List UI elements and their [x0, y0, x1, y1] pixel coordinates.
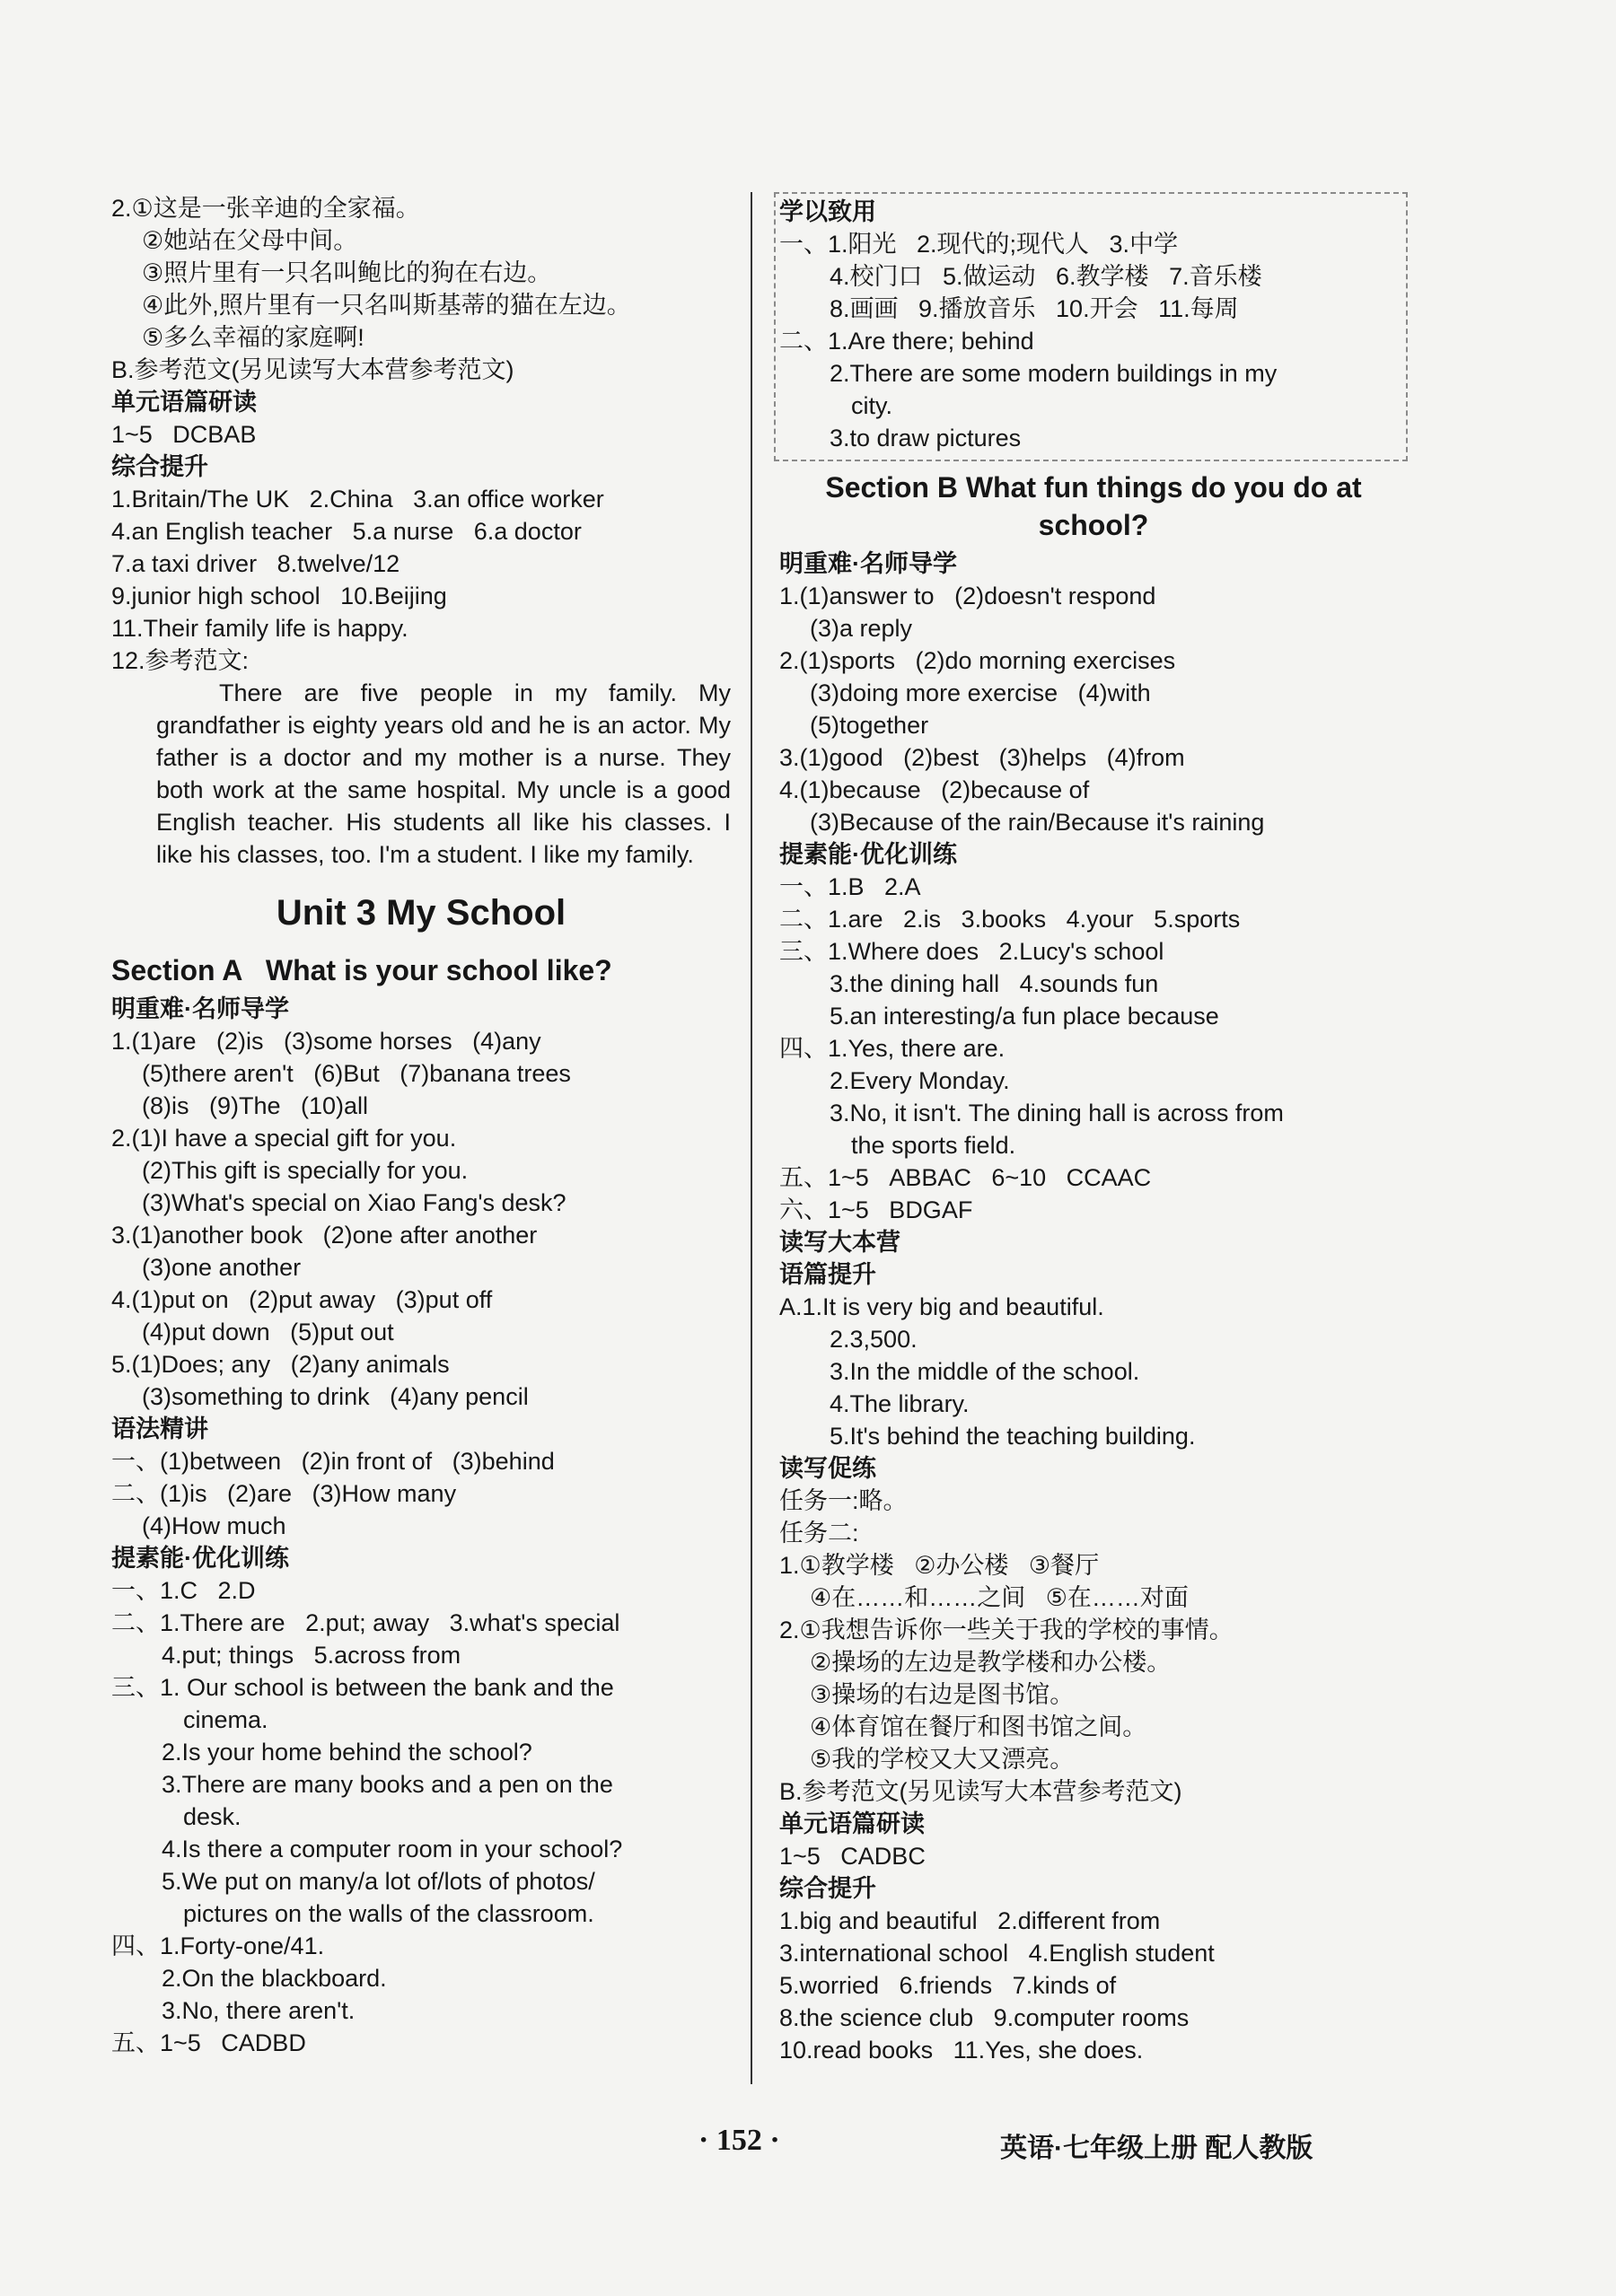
answer-line: ④在……和……之间 ⑤在……对面	[810, 1584, 1189, 1611]
answer-line: (3)Because of the rain/Because it's raining	[810, 809, 1265, 836]
answer-line: 5.(1)Does; any (2)any animals	[111, 1351, 450, 1378]
answer-line: 四、1.Yes, there are.	[779, 1035, 1006, 1062]
answer-line: 五、1~5 CADBD	[111, 2029, 306, 2056]
answer-line: 六、1~5 BDGAF	[779, 1196, 973, 1223]
section-heading: 读写促练	[779, 1455, 876, 1482]
answer-line: (5)together	[810, 712, 929, 739]
answer-line: ⑤我的学校又大又漂亮。	[810, 1746, 1075, 1773]
answer-line: 4.an English teacher 5.a nurse 6.a doctor	[111, 518, 582, 545]
section-heading: 读写大本营	[779, 1229, 900, 1256]
answer-line: 3.(1)good (2)best (3)helps (4)from	[779, 744, 1185, 771]
section-b-answers	[779, 548, 1408, 2066]
answer-line: 1.(1)are (2)is (3)some horses (4)any	[111, 1028, 541, 1055]
answer-line: 三、1. Our school is between the bank and the	[111, 1674, 614, 1701]
answer-line: (4)put down (5)put out	[142, 1319, 394, 1345]
answer-line: 1.big and beautiful 2.different from	[779, 1907, 1161, 1934]
answer-line: 2.(1)I have a special gift for you.	[111, 1125, 457, 1152]
answer-line: city.	[851, 392, 892, 419]
answer-line: 1.(1)answer to (2)doesn't respond	[779, 583, 1156, 609]
answer-line: 4.(1)because (2)because of	[779, 776, 1090, 803]
answer-line: 三、1.Where does 2.Lucy's school	[779, 938, 1164, 965]
answer-line: 3.international school 4.English student	[779, 1940, 1215, 1967]
section-heading: 提素能·优化训练	[779, 841, 957, 868]
answer-line: (3)a reply	[810, 615, 913, 642]
answer-line: 2.①这是一张辛迪的全家福。	[111, 195, 420, 222]
section-heading: 语法精讲	[111, 1415, 208, 1442]
sample-essay-first-line: There are five people in my family. My	[219, 679, 731, 706]
answer-line: 9.junior high school 10.Beijing	[111, 583, 447, 609]
answer-line: 5.worried 6.friends 7.kinds of	[779, 1972, 1117, 1999]
answer-line: 二、1.are 2.is 3.books 4.your 5.sports	[779, 906, 1241, 933]
answer-line: (3)one another	[142, 1254, 302, 1281]
unit-title: Unit 3 My School	[276, 893, 566, 933]
section-heading: 综合提升	[111, 453, 208, 480]
answer-line: 任务一:略。	[779, 1487, 908, 1514]
page-footer	[0, 2124, 1616, 2169]
answer-line: 一、1.C 2.D	[111, 1577, 256, 1604]
answer-line: 2.Is your home behind the school?	[162, 1739, 532, 1766]
answer-line: 12.参考范文:	[111, 647, 250, 674]
answer-line: ②操场的左边是教学楼和办公楼。	[810, 1649, 1172, 1676]
page-number: · 152 ·	[698, 2124, 780, 2157]
answer-line: 二、1.There are 2.put; away 3.what's special	[111, 1609, 620, 1636]
answer-line: (5)there aren't (6)But (7)banana trees	[142, 1060, 571, 1087]
answer-line: 3.(1)another book (2)one after another	[111, 1222, 538, 1249]
answer-line: 2.On the blackboard.	[162, 1965, 387, 1992]
answer-line: 一、1.阳光 2.现代的;现代人 3.中学	[779, 231, 1179, 258]
answer-line: 2.(1)sports (2)do morning exercises	[779, 647, 1176, 674]
answer-line: 3.to draw pictures	[830, 425, 1022, 451]
answer-line: 3.There are many books and a pen on the	[162, 1771, 613, 1798]
answer-line: desk.	[183, 1803, 242, 1830]
answer-line: 五、1~5 ABBAC 6~10 CCAAC	[779, 1164, 1152, 1191]
answer-line: 二、1.Are there; behind	[779, 328, 1034, 355]
section-heading: 语篇提升	[779, 1261, 876, 1288]
section-heading: 综合提升	[779, 1875, 876, 1902]
answer-line: 4.(1)put on (2)put away (3)put off	[111, 1286, 493, 1313]
answer-line: pictures on the walls of the classroom.	[183, 1900, 594, 1927]
answer-line: ④体育馆在餐厅和图书馆之间。	[810, 1713, 1147, 1740]
answer-line: 1.Britain/The UK 2.China 3.an office worker	[111, 486, 604, 513]
column-divider	[751, 192, 752, 2084]
section-a-title: Section A What is your school like?	[111, 954, 612, 986]
answer-line: (3)something to drink (4)any pencil	[142, 1383, 529, 1410]
answer-line: (3)What's special on Xiao Fang's desk?	[142, 1189, 566, 1216]
answer-line: B.参考范文(另见读写大本营参考范文)	[779, 1778, 1182, 1805]
section-heading: 提素能·优化训练	[111, 1545, 289, 1572]
section-heading: 明重难·名师导学	[779, 550, 957, 577]
answer-line: 2.There are some modern buildings in my	[830, 360, 1278, 387]
answer-line: 8.画画 9.播放音乐 10.开会 11.每周	[830, 295, 1239, 322]
answer-line: 4.The library.	[830, 1390, 970, 1417]
answer-line: 5.We put on many/a lot of/lots of photos/	[162, 1868, 595, 1895]
answer-line: ④此外,照片里有一只名叫斯基蒂的猫在左边。	[142, 292, 631, 319]
answer-line: 二、(1)is (2)are (3)How many	[111, 1480, 457, 1507]
left-answers-top	[111, 192, 731, 677]
practice-box	[774, 192, 1408, 461]
answer-line: (2)This gift is specially for you.	[142, 1157, 469, 1184]
answer-line: B.参考范文(另见读写大本营参考范文)	[111, 356, 514, 383]
answer-line: 四、1.Forty-one/41.	[111, 1932, 325, 1959]
section-heading: 单元语篇研读	[779, 1810, 925, 1837]
answer-line: 3.No, it isn't. The dining hall is across from	[830, 1100, 1284, 1126]
answer-line: 2.3,500.	[830, 1326, 918, 1353]
book-label: 英语·七年级上册 配人教版	[1000, 2134, 1313, 2163]
answer-line: 4.Is there a computer room in your school?	[162, 1836, 623, 1862]
answer-line: 5.an interesting/a fun place because	[830, 1003, 1219, 1030]
answer-line: (8)is (9)The (10)all	[142, 1092, 369, 1119]
answer-line: 任务二:	[779, 1520, 859, 1547]
answer-line: 10.read books 11.Yes, she does.	[779, 2037, 1144, 2064]
section-a-answers	[111, 993, 731, 2059]
answer-line: ⑤多么幸福的家庭啊!	[142, 324, 364, 351]
answer-line: 3.the dining hall 4.sounds fun	[830, 970, 1159, 997]
answer-line: 一、(1)between (2)in front of (3)behind	[111, 1448, 555, 1475]
section-heading: 明重难·名师导学	[111, 995, 289, 1022]
answer-line: 1~5 CADBC	[779, 1843, 926, 1870]
answer-line: ②她站在父母中间。	[142, 227, 358, 254]
answer-line: 2.①我想告诉你一些关于我的学校的事情。	[779, 1617, 1234, 1643]
section-heading: 单元语篇研读	[111, 389, 257, 416]
right-column	[779, 192, 1408, 2066]
answer-line: (3)doing more exercise (4)with	[810, 679, 1151, 706]
answer-line: ③操场的右边是图书馆。	[810, 1681, 1075, 1708]
answer-line: cinema.	[183, 1706, 268, 1733]
answer-line: 4.校门口 5.做运动 6.教学楼 7.音乐楼	[830, 263, 1262, 290]
answer-line: 4.put; things 5.across from	[162, 1642, 461, 1669]
answer-line: (4)How much	[142, 1512, 286, 1539]
answer-line: 11.Their family life is happy.	[111, 615, 408, 642]
answer-line: 1.①教学楼 ②办公楼 ③餐厅	[779, 1552, 1100, 1579]
answer-line: 3.No, there aren't.	[162, 1997, 356, 2024]
answer-line: 7.a taxi driver 8.twelve/12	[111, 550, 400, 577]
section-heading: 学以致用	[779, 198, 876, 225]
answer-line: 1~5 DCBAB	[111, 421, 257, 448]
answer-line: 一、1.B 2.A	[779, 873, 921, 900]
answer-line: 5.It's behind the teaching building.	[830, 1423, 1196, 1450]
section-b-title: Section B What fun things do you do at school?	[825, 471, 1362, 541]
sample-essay-rest: grandfather is eighty years old and he is an actor. My father is a doctor and my mother is a nurse. They both work at the same hospital. My uncle is a good English teacher. His students all like his classes. I like his classes, too. I'm a student. I like my family.	[156, 712, 731, 868]
left-column	[111, 192, 731, 2059]
answer-line: ③照片里有一只名叫鲍比的狗在右边。	[142, 259, 552, 286]
sample-essay	[111, 677, 731, 871]
answer-line: A.1.It is very big and beautiful.	[779, 1293, 1104, 1320]
answer-line: 2.Every Monday.	[830, 1067, 1010, 1094]
answer-line: 3.In the middle of the school.	[830, 1358, 1140, 1385]
answer-line: the sports field.	[851, 1132, 1016, 1159]
answer-line: 8.the science club 9.computer rooms	[779, 2004, 1190, 2031]
